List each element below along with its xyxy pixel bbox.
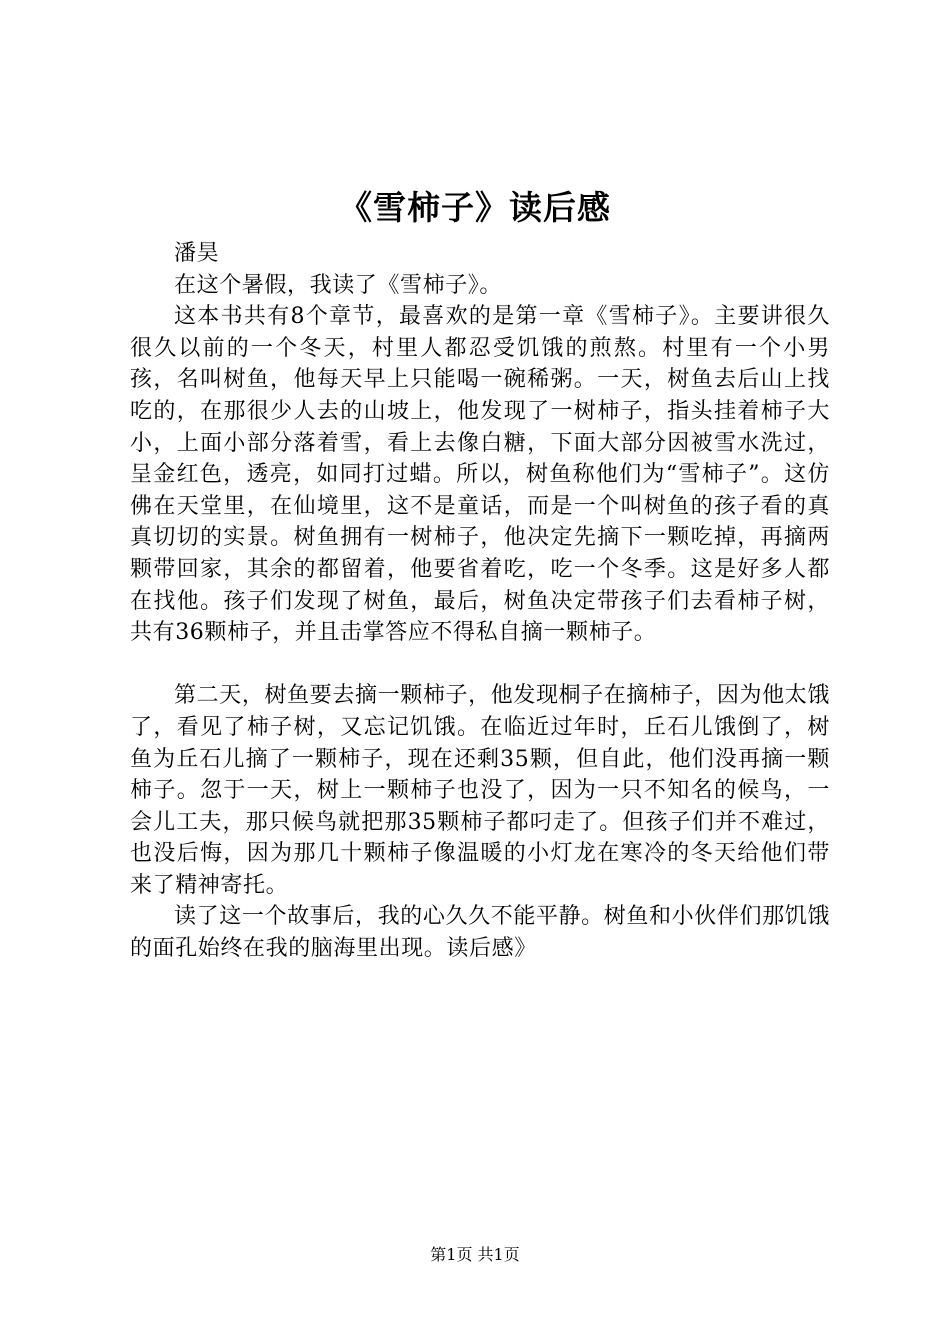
- paragraph-conclusion: 读了这一个故事后，我的心久久不能平静。树鱼和小伙伴们那饥饿的面孔始终在我的脑海里出现。读后感》: [130, 904, 830, 962]
- document-title: 《雪柿子》读后感: [339, 188, 611, 227]
- page-number-footer: 第1页 共1页: [430, 1245, 520, 1264]
- paragraph-second-day: 第二天，树鱼要去摘一颗柿子，他发现桐子在摘柿子，因为他太饿了，看见了柿子树，又忘记饥饿。在临近过年时，丘石儿饿倒了，树鱼为丘石儿摘了一颗柿子，现在还剩35颗，但自此，他们没再摘一颗柿子。忽于一天，树上一颗柿子也没了，因为一只不知名的候鸟，一会儿工夫，那只候鸟就把那35颗柿子都叼走了。但孩子们并不难过，也没后悔，因为那几十颗柿子像温暖的小灯龙在寒冷的冬天给他们带来了精神寄托。: [130, 683, 830, 898]
- paragraph-chapter-one: 这本书共有8个章节，最喜欢的是第一章《雪柿子》。主要讲很久很久以前的一个冬天，村里人都忍受饥饿的煎熬。村里有一个小男孩，名叫树鱼，他每天早上只能喝一碗稀粥。一天，树鱼去后山上找吃的，在那很少人去的山坡上，他发现了一树柿子，指头挂着柿子大小，上面小部分落着雪，看上去像白糖，下面大部分因被雪水洗过，呈金红色，透亮，如同打过蜡。所以，树鱼称他们为“雪柿子”。这仿佛在天堂里，在仙境里，这不是童话，而是一个叫树鱼的孩子看的真真切切的实景。树鱼拥有一树柿子，他决定先摘下一颗吃掉，再摘两颗带回家，其余的都留着，他要省着吃，吃一个冬季。这是好多人都在找他。孩子们发现了树鱼，最后，树鱼决定带孩子们去看柿子树，共有36颗柿子，并且击掌答应不得私自摘一颗柿子。: [130, 304, 830, 646]
- paragraph-spacer: [130, 649, 830, 681]
- author-name: 潘昊: [174, 241, 220, 266]
- paragraph-intro: 在这个暑假，我读了《雪柿子》。: [174, 272, 503, 298]
- document-body: [130, 238, 830, 965]
